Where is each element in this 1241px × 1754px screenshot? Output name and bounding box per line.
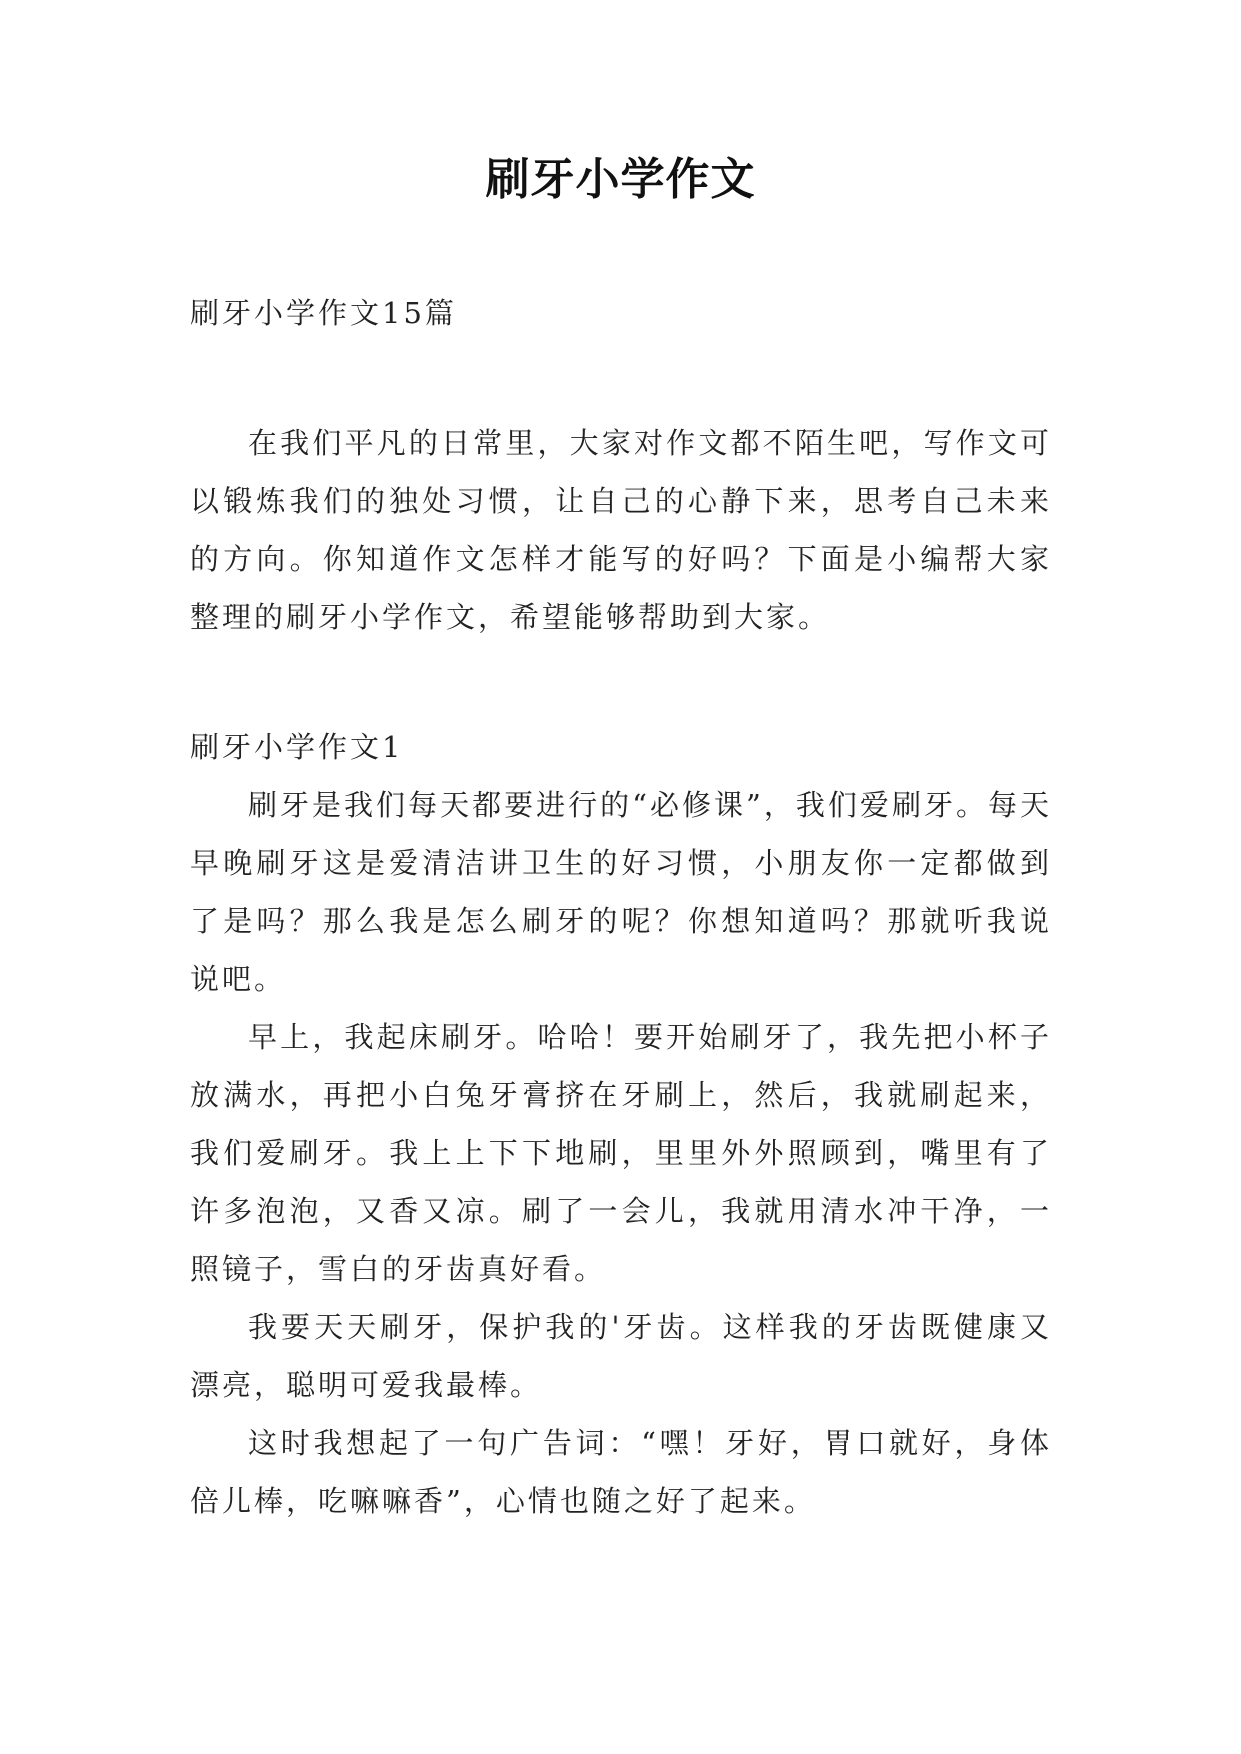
section-heading: 刷牙小学作文1	[190, 730, 404, 764]
document-title: 刷牙小学作文	[485, 154, 756, 205]
body-paragraph: 我要天天刷牙，保护我的'牙齿。这样我的牙齿既健康又漂亮，聪明可爱我最棒。	[190, 1310, 1052, 1402]
body-paragraph: 刷牙是我们每天都要进行的“必修课”，我们爱刷牙。每天早晚刷牙这是爱清洁讲卫生的好习惯，小朋友你一定都做到了是吗？那么我是怎么刷牙的呢？你想知道吗？那就听我说说吧。	[190, 788, 1052, 996]
intro-paragraph: 在我们平凡的日常里，大家对作文都不陌生吧，写作文可以锻炼我们的独处习惯，让自己的心静下来，思考自己未来的方向。你知道作文怎样才能写的好吗？下面是小编帮大家整理的刷牙小学作文，希望能够帮助到大家。	[190, 426, 1052, 634]
document-subtitle: 刷牙小学作文15篇	[190, 296, 457, 330]
body-paragraph: 早上，我起床刷牙。哈哈！要开始刷牙了，我先把小杯子放满水，再把小白兔牙膏挤在牙刷上，然后，我就刷起来，我们爱刷牙。我上上下下地刷，里里外外照顾到，嘴里有了许多泡泡，又香又凉。刷了一会儿，我就用清水冲干净，一照镜子，雪白的牙齿真好看。	[190, 1020, 1052, 1286]
document-body	[190, 284, 1052, 1530]
body-paragraph: 这时我想起了一句广告词：“嘿！牙好，胃口就好，身体倍儿棒，吃嘛嘛香”，心情也随之好了起来。	[190, 1426, 1052, 1518]
